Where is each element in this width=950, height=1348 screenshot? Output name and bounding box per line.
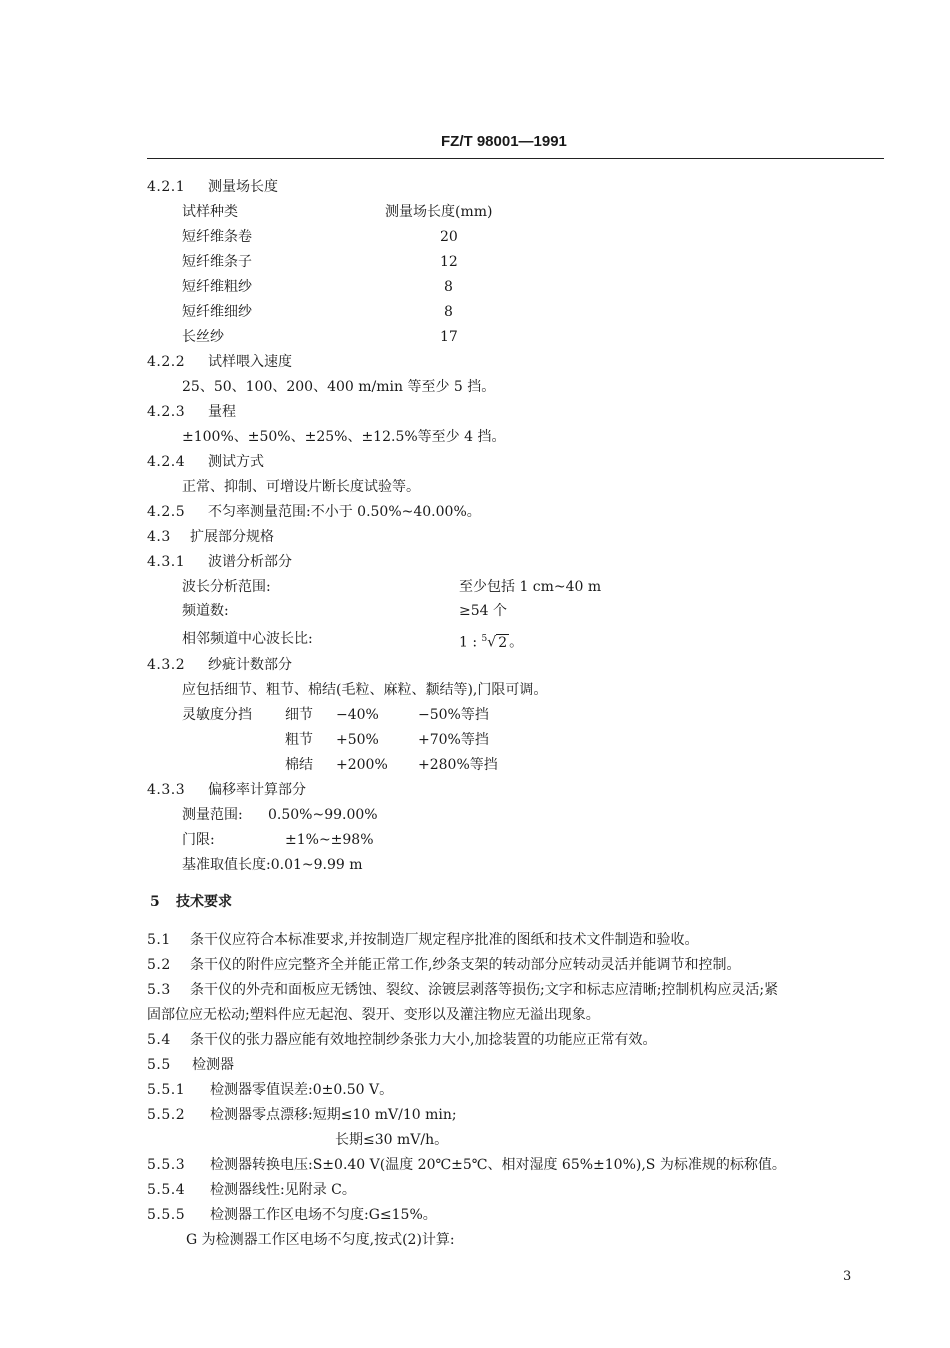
section-title: 纱疵计数部分 (208, 657, 292, 673)
section-number: 4.2.4 (147, 454, 186, 470)
paragraph: 不匀率测量范围:不小于 0.50%~40.00%。 (208, 504, 481, 520)
paragraph: 25、50、100、200、400 m/min 等至少 5 挡。 (182, 379, 496, 395)
defect-value-2: +280%等挡 (418, 757, 498, 773)
section-number: 4.3 (147, 529, 171, 545)
section-number: 4.2.2 (147, 354, 186, 370)
section-number: 5.1 (147, 932, 171, 948)
paragraph: 检测器线性:见附录 C。 (210, 1182, 356, 1198)
section-number: 5.5.1 (147, 1082, 186, 1098)
paragraph: 条干仪应符合本标准要求,并按制造厂规定程序批准的图纸和技术文件制造和验收。 (190, 932, 699, 948)
section-number: 4.2.3 (147, 404, 186, 420)
defect-value-1: +50% (336, 732, 379, 748)
defect-value-2: +70%等挡 (418, 732, 489, 748)
ratio-suffix: 。 (509, 634, 524, 651)
defect-name: 细节 (285, 707, 313, 723)
header-rule (147, 158, 884, 159)
section-title: 测试方式 (208, 454, 264, 470)
table-cell-name: 短纤维条子 (182, 254, 252, 270)
section-number: 5.5.5 (147, 1207, 186, 1223)
section-number: 4.3.2 (147, 657, 186, 673)
table-header-sample: 试样种类 (182, 204, 238, 220)
section-number: 5.5.3 (147, 1157, 186, 1173)
spec-value: ±1%~±98% (285, 832, 374, 848)
section-title: 试样喂入速度 (208, 354, 292, 370)
section-title: 波谱分析部分 (208, 554, 292, 570)
standard-code: FZ/T 98001—1991 (441, 133, 567, 150)
root-index: 5 (481, 634, 488, 644)
section-title: 扩展部分规格 (190, 529, 274, 545)
paragraph: 基准取值长度:0.01~9.99 m (182, 857, 363, 873)
chapter-title: 技术要求 (176, 894, 232, 910)
defect-name: 粗节 (285, 732, 313, 748)
paragraph-continuation: G 为检测器工作区电场不匀度,按式(2)计算: (186, 1232, 455, 1248)
chapter-number: 5 (150, 894, 160, 910)
table-cell-value: 17 (440, 329, 458, 345)
section-title: 测量场长度 (208, 179, 278, 195)
section-number: 5.5.2 (147, 1107, 186, 1123)
section-number: 4.2.5 (147, 504, 186, 520)
paragraph: 正常、抑制、可增设片断长度试验等。 (182, 479, 420, 495)
paragraph: 检测器转换电压:S±0.40 V(温度 20℃±5℃、相对湿度 65%±10%),S 为标准规的标称值。 (210, 1157, 786, 1173)
section-number: 5.5.4 (147, 1182, 186, 1198)
section-number: 5.3 (147, 982, 171, 998)
paragraph-line: 条干仪的外壳和面板应无锈蚀、裂纹、涂镀层剥落等损伤;文字和标志应清晰;控制机构应灵活;紧 (190, 982, 779, 998)
spec-label: 频道数: (182, 603, 229, 619)
table-cell-name: 长丝纱 (182, 329, 224, 345)
table-cell-value: 8 (444, 279, 453, 295)
page-number: 3 (843, 1269, 852, 1284)
radical-sign: √ (487, 634, 497, 651)
section-number: 5.4 (147, 1032, 171, 1048)
spec-label: 测量范围: (182, 807, 243, 823)
table-cell-name: 短纤维条卷 (182, 229, 252, 245)
paragraph-continuation: 长期≤30 mV/h。 (335, 1132, 449, 1148)
spec-label: 门限: (182, 832, 215, 848)
spec-label: 波长分析范围: (182, 579, 271, 595)
table-cell-value: 20 (440, 229, 458, 245)
spec-value: 0.50%~99.00% (268, 807, 378, 823)
defect-value-2: −50%等挡 (418, 707, 489, 723)
section-number: 5.2 (147, 957, 171, 973)
paragraph-line: 固部位应无松动;塑料件应无起泡、裂开、变形以及灌注物应无溢出现象。 (147, 1007, 600, 1023)
table-header-length: 测量场长度(mm) (385, 204, 493, 220)
spec-value: 至少包括 1 cm~40 m (459, 579, 602, 595)
ratio-prefix: 1 : (459, 634, 478, 651)
table-cell-value: 12 (440, 254, 458, 270)
spec-value-ratio (459, 630, 523, 652)
spec-label: 相邻频道中心波长比: (182, 631, 313, 647)
radicand: 2 (498, 634, 508, 651)
spec-value: ≥54 个 (459, 603, 507, 619)
defect-value-1: −40% (336, 707, 379, 723)
paragraph: ±100%、±50%、±25%、±12.5%等至少 4 挡。 (182, 429, 506, 445)
section-number: 4.2.1 (147, 179, 186, 195)
section-number: 4.3.3 (147, 782, 186, 798)
section-title: 检测器 (192, 1057, 234, 1073)
table-cell-name: 短纤维粗纱 (182, 279, 252, 295)
section-number: 4.3.1 (147, 554, 186, 570)
table-cell-value: 8 (444, 304, 453, 320)
section-title: 偏移率计算部分 (208, 782, 306, 798)
paragraph: 应包括细节、粗节、棉结(毛粒、麻粒、颣结等),门限可调。 (182, 682, 548, 698)
sensitivity-label: 灵敏度分挡 (182, 707, 252, 723)
paragraph: 条干仪的张力器应能有效地控制纱条张力大小,加捻装置的功能应正常有效。 (190, 1032, 657, 1048)
section-number: 5.5 (147, 1057, 171, 1073)
paragraph: 检测器工作区电场不匀度:G≤15%。 (210, 1207, 437, 1223)
paragraph: 检测器零点漂移:短期≤10 mV/10 min; (210, 1107, 457, 1123)
defect-name: 棉结 (285, 757, 313, 773)
table-cell-name: 短纤维细纱 (182, 304, 252, 320)
paragraph: 条干仪的附件应完整齐全并能正常工作,纱条支架的转动部分应转动灵活并能调节和控制。 (190, 957, 741, 973)
section-title: 量程 (208, 404, 236, 420)
paragraph: 检测器零值误差:0±0.50 V。 (210, 1082, 394, 1098)
defect-value-1: +200% (336, 757, 388, 773)
